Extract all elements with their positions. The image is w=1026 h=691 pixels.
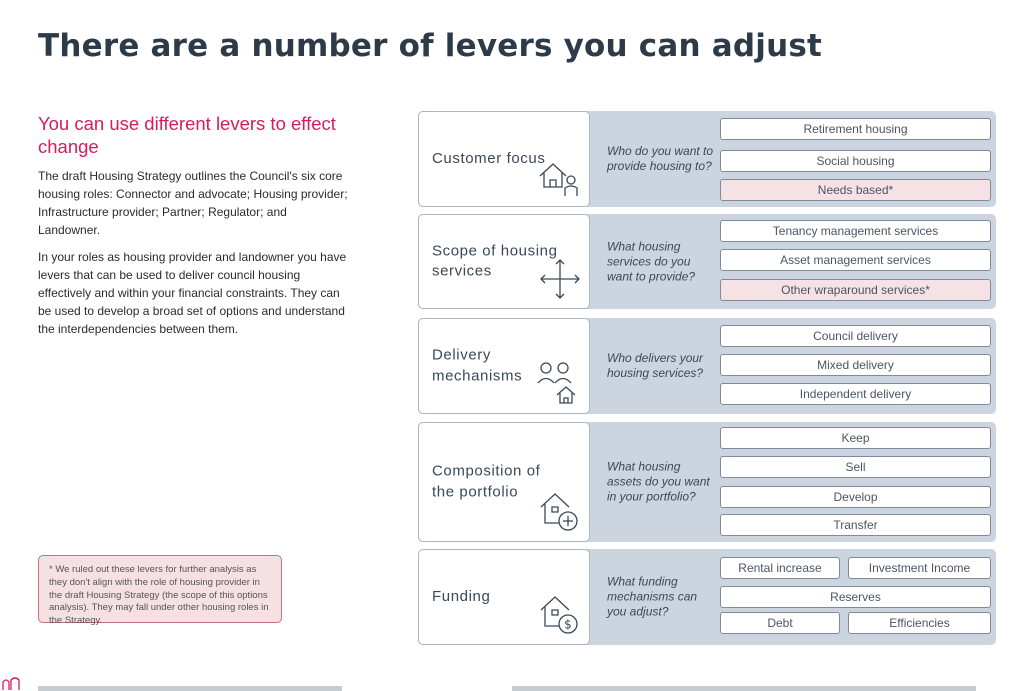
option-council-delivery[interactable]: Council delivery — [720, 325, 991, 347]
lever-label: Customer focus — [432, 149, 546, 167]
svg-text:$: $ — [564, 617, 572, 632]
option-asset-management[interactable]: Asset management services — [720, 249, 991, 271]
lever-row-funding — [418, 549, 996, 645]
footer-text-right — [512, 686, 976, 691]
footnote-box: * We ruled out these levers for further analysis as they don't align with the role of housing provider in the draft Housing Strategy (the scope of this options analysis). They may fall under other housing roles in the Strategy. — [38, 555, 282, 623]
lever-question: Who delivers your housing services? — [607, 351, 704, 380]
roles-paragraph: In your roles as housing provider and landowner you have levers that can be used to deliver council housing effectively and within your financial constraints. They can be used to develop a broad set of options and understand the interdependencies between them. — [38, 250, 347, 336]
lever-card — [418, 214, 590, 309]
house-plus-icon — [539, 491, 581, 533]
lever-question: What housing assets do you want in your portfolio? — [607, 459, 710, 504]
option-needs-based[interactable]: Needs based* — [720, 179, 991, 201]
lever-label: Scope of housing services — [432, 242, 558, 280]
house-person-icon — [537, 154, 581, 198]
option-social-housing[interactable]: Social housing — [720, 150, 991, 172]
lever-row-customer-focus — [418, 111, 996, 207]
footer-logo-icon — [2, 676, 24, 691]
option-debt[interactable]: Debt — [720, 612, 840, 634]
option-retirement-housing[interactable]: Retirement housing — [720, 118, 991, 140]
lever-question: What funding mechanisms can you adjust? — [607, 574, 698, 619]
option-independent-delivery[interactable]: Independent delivery — [720, 383, 991, 405]
lever-row-scope-of-services — [418, 214, 996, 309]
option-transfer[interactable]: Transfer — [720, 514, 991, 536]
option-reserves[interactable]: Reserves — [720, 586, 991, 608]
lever-card — [418, 549, 590, 645]
section-subheading: You can use different levers to effect change — [38, 113, 336, 157]
option-sell[interactable]: Sell — [720, 456, 991, 478]
lever-label: Composition of the portfolio — [432, 462, 541, 500]
lever-label: Funding — [432, 587, 491, 605]
lever-card — [418, 318, 590, 414]
lever-question: What housing services do you want to provide? — [607, 239, 696, 283]
lever-card — [418, 422, 590, 542]
lever-row-portfolio-composition — [418, 422, 996, 542]
option-other-wraparound[interactable]: Other wraparound services* — [720, 279, 991, 301]
intro-paragraph: The draft Housing Strategy outlines the Council's six core housing roles: Connector and advocate; Housing provider; Infrastructure provider; Partner; Regulator; and Landowner. — [38, 169, 348, 237]
people-house-icon — [537, 361, 581, 405]
lever-question: Who do you want to provide housing to? — [607, 144, 714, 173]
option-rental-increase[interactable]: Rental increase — [720, 557, 840, 579]
option-efficiencies[interactable]: Efficiencies — [848, 612, 991, 634]
option-keep[interactable]: Keep — [720, 427, 991, 449]
option-tenancy-management[interactable]: Tenancy management services — [720, 220, 991, 242]
house-dollar-icon — [539, 594, 581, 636]
arrows-move-icon — [539, 258, 581, 300]
lever-card — [418, 111, 590, 207]
lever-label: Delivery mechanisms — [432, 346, 523, 384]
option-develop[interactable]: Develop — [720, 486, 991, 508]
option-mixed-delivery[interactable]: Mixed delivery — [720, 354, 991, 376]
footer-text-left — [38, 686, 342, 691]
page-title: There are a number of levers you can adjust — [38, 28, 823, 64]
lever-row-delivery-mechanisms — [418, 318, 996, 414]
option-investment-income[interactable]: Investment Income — [848, 557, 991, 579]
